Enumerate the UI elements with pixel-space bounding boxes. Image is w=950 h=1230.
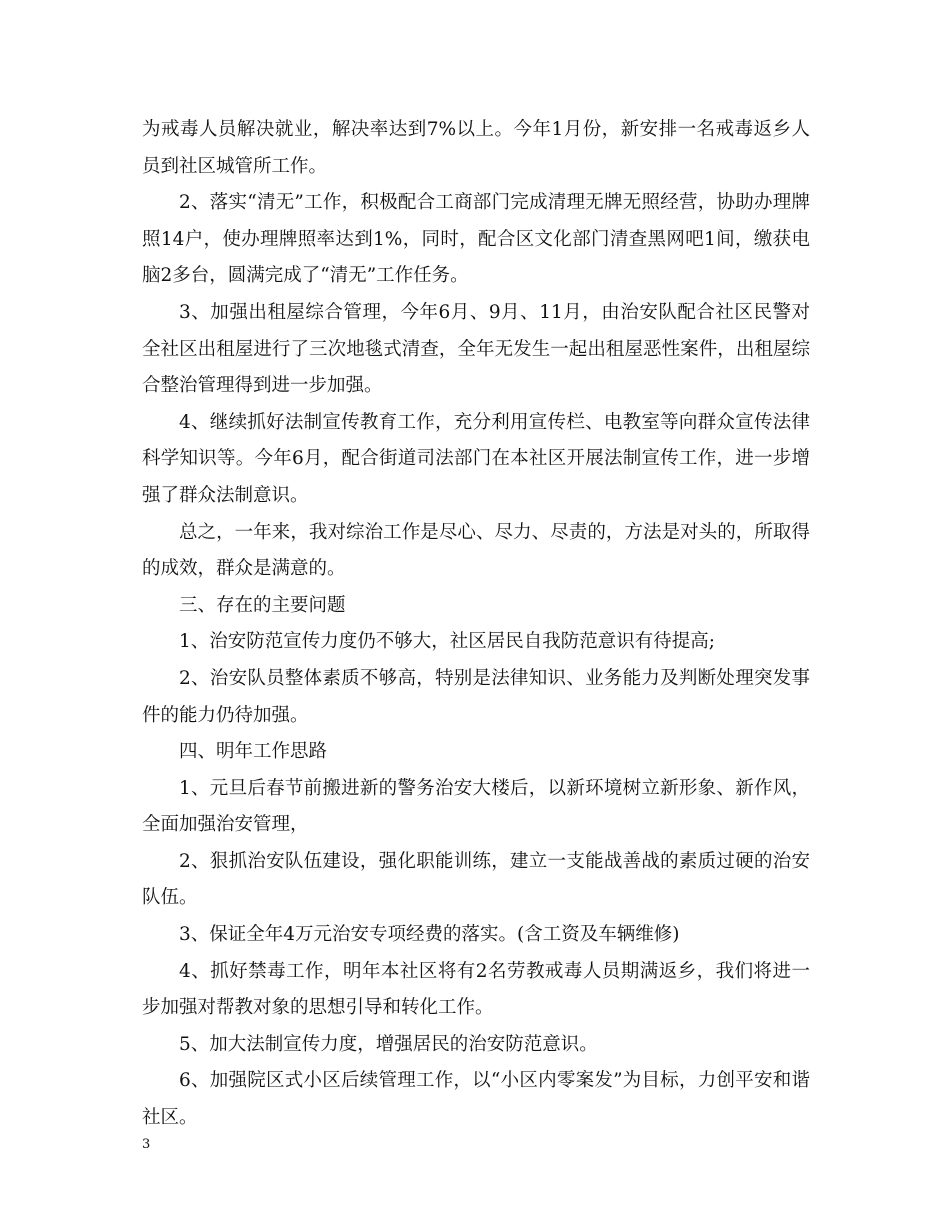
page-number: 3 (142, 1137, 151, 1152)
paragraph-problem-2: 2、治安队员整体素质不够高，特别是法律知识、业务能力及判断处理突发事件的能力仍待加强。 (142, 667, 810, 726)
paragraph-plan-4: 4、抓好禁毒工作，明年本社区将有2名劳教戒毒人员期满返乡，我们将进一步加强对帮教对象的思想引导和转化工作。 (142, 960, 810, 1019)
section-heading-next-year: 四、明年工作思路 (179, 741, 328, 763)
paragraph-problem-1: 1、治安防范宣传力度仍不够大，社区居民自我防范意识有待提高; (179, 631, 716, 653)
paragraph-plan-3: 3、保证全年4万元治安专项经费的落实。(含工资及车辆维修) (179, 924, 680, 946)
paragraph-item-3-rental-management: 3、加强出租屋综合管理，今年6月、9月、11月，由治安队配合社区民警对全社区出租屋进行了三次地毯式清查，全年无发生一起出租屋恶性案件，出租屋综合整治管理得到进一步加强。 (142, 301, 810, 397)
paragraph-item-2-clear-unlicensed: 2、落实“清无”工作，积极配合工商部门完成清理无牌无照经营，协助办理牌照14户，使办理牌照率达到1%，同时，配合区文化部门清查黑网吧1间，缴获电脑2多台，圆满完成了“清无”工作任务。 (142, 192, 810, 287)
paragraph-plan-2: 2、狠抓治安队伍建设，强化职能训练，建立一支能战善战的素质过硬的治安队伍。 (142, 850, 810, 909)
paragraph-continuation: 为戒毒人员解决就业，解决率达到7%以上。今年1月份，新安排一名戒毒返乡人员到社区城管所工作。 (142, 119, 810, 177)
paragraph-item-4-legal-education: 4、继续抓好法制宣传教育工作，充分利用宣传栏、电教室等向群众宣传法律科学知识等。今年6月，配合街道司法部门在本社区开展法制宣传工作，进一步增强了群众法制意识。 (142, 411, 810, 506)
paragraph-plan-6: 6、加强院区式小区后续管理工作，以“小区内零案发”为目标，力创平安和谐社区。 (142, 1070, 810, 1129)
document-body (142, 112, 810, 1137)
section-heading-problems: 三、存在的主要问题 (179, 594, 346, 616)
paragraph-summary: 总之，一年来，我对综治工作是尽心、尽力、尽责的，方法是对头的，所取得的成效，群众是满意的。 (142, 521, 810, 580)
paragraph-plan-1: 1、元旦后春节前搬进新的警务治安大楼后，以新环境树立新形象、新作风，全面加强治安管理， (142, 777, 810, 836)
paragraph-plan-5: 5、加大法制宣传力度，增强居民的治安防范意识。 (179, 1033, 598, 1055)
